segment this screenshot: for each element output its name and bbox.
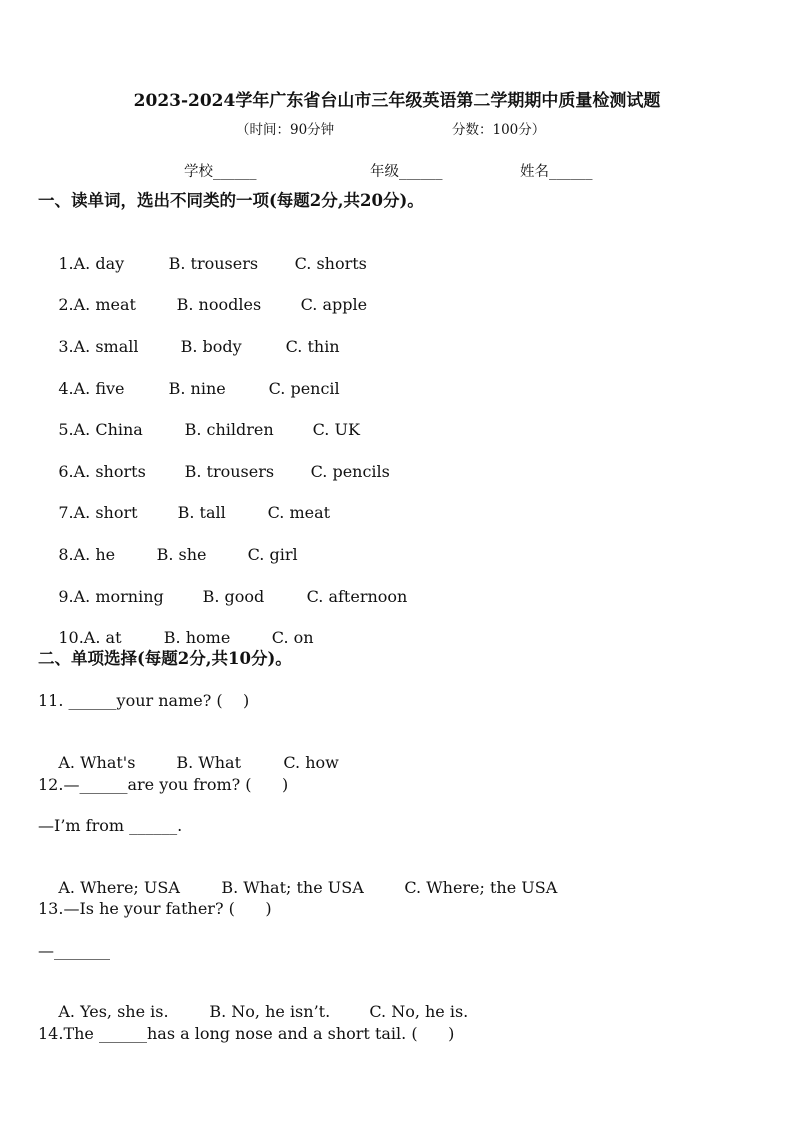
option-a: A. What's — [58, 753, 136, 772]
option-b: B. home — [163, 628, 231, 647]
grade-field: 年级______ — [370, 164, 443, 180]
option-c: C. pencils — [310, 462, 390, 481]
question-number: 6. — [58, 462, 74, 481]
option-b: B. she — [156, 545, 207, 564]
question-number: 8. — [58, 545, 74, 564]
question-14-stem: 14.The ______has a long nose and a short tail. ( ) — [38, 1024, 455, 1043]
name-field: 姓名______ — [520, 164, 593, 180]
option-b: B. nine — [168, 379, 226, 398]
question-number: 3. — [58, 337, 74, 356]
option-a: A. short — [73, 503, 138, 522]
question-number: 1. — [58, 254, 74, 273]
option-b: B. body — [180, 337, 242, 356]
option-b: B. No, he isn’t. — [209, 1002, 331, 1021]
option-b: B. trousers — [184, 462, 275, 481]
option-c: C. shorts — [294, 254, 367, 273]
option-c: C. UK — [312, 420, 360, 439]
option-b: B. trousers — [168, 254, 259, 273]
option-a: A. at — [83, 628, 122, 647]
option-a: A. Where; USA — [58, 878, 180, 897]
question-number: 10. — [58, 628, 84, 647]
option-c: C. girl — [247, 545, 298, 564]
option-a: A. China — [73, 420, 143, 439]
option-a: A. he — [73, 545, 116, 564]
school-field: 学校______ — [184, 164, 257, 180]
exam-score: 分数：100分） — [452, 122, 546, 138]
option-a: A. meat — [73, 295, 136, 314]
option-c: C. thin — [285, 337, 340, 356]
option-b: B. good — [202, 587, 265, 606]
option-c: C. Where; the USA — [404, 878, 558, 897]
option-a: A. shorts — [73, 462, 146, 481]
option-b: B. children — [184, 420, 274, 439]
option-b: B. noodles — [176, 295, 262, 314]
option-b: B. What — [176, 753, 241, 772]
question-number: 9. — [58, 587, 74, 606]
option-a: A. Yes, she is. — [58, 1002, 169, 1021]
question-13-stem: 13.—Is he your father? ( ) — [38, 899, 272, 918]
question-number: 5. — [58, 420, 74, 439]
option-a: A. day — [73, 254, 125, 273]
question-12-reply: —I’m from ______. — [38, 816, 183, 835]
option-c: C. apple — [300, 295, 368, 314]
section-1-heading: 一、读单词，选出不同类的一项(每题2分,共20分)。 — [38, 191, 424, 210]
question-13-reply: —_______ — [38, 941, 110, 960]
option-c: C. pencil — [268, 379, 340, 398]
exam-time: （时间：90分钟 — [236, 122, 335, 138]
option-c: C. meat — [267, 503, 331, 522]
section-2-heading: 二、单项选择(每题2分,共10分)。 — [38, 649, 292, 668]
question-number: 7. — [58, 503, 74, 522]
option-a: A. five — [73, 379, 125, 398]
question-number: 2. — [58, 295, 74, 314]
option-b: B. tall — [177, 503, 226, 522]
page-title: 2023-2024学年广东省台山市三年级英语第二学期期中质量检测试题 — [133, 91, 661, 111]
option-c: C. on — [271, 628, 314, 647]
option-a: A. small — [73, 337, 139, 356]
option-a: A. morning — [73, 587, 164, 606]
question-number: 4. — [58, 379, 74, 398]
option-b: B. What; the USA — [221, 878, 364, 897]
option-c: C. afternoon — [306, 587, 408, 606]
question-12-stem: 12.—______are you from? ( ) — [38, 775, 289, 794]
option-c: C. No, he is. — [369, 1002, 469, 1021]
option-c: C. how — [283, 753, 339, 772]
question-11-stem: 11. ______your name? ( ) — [38, 691, 250, 710]
